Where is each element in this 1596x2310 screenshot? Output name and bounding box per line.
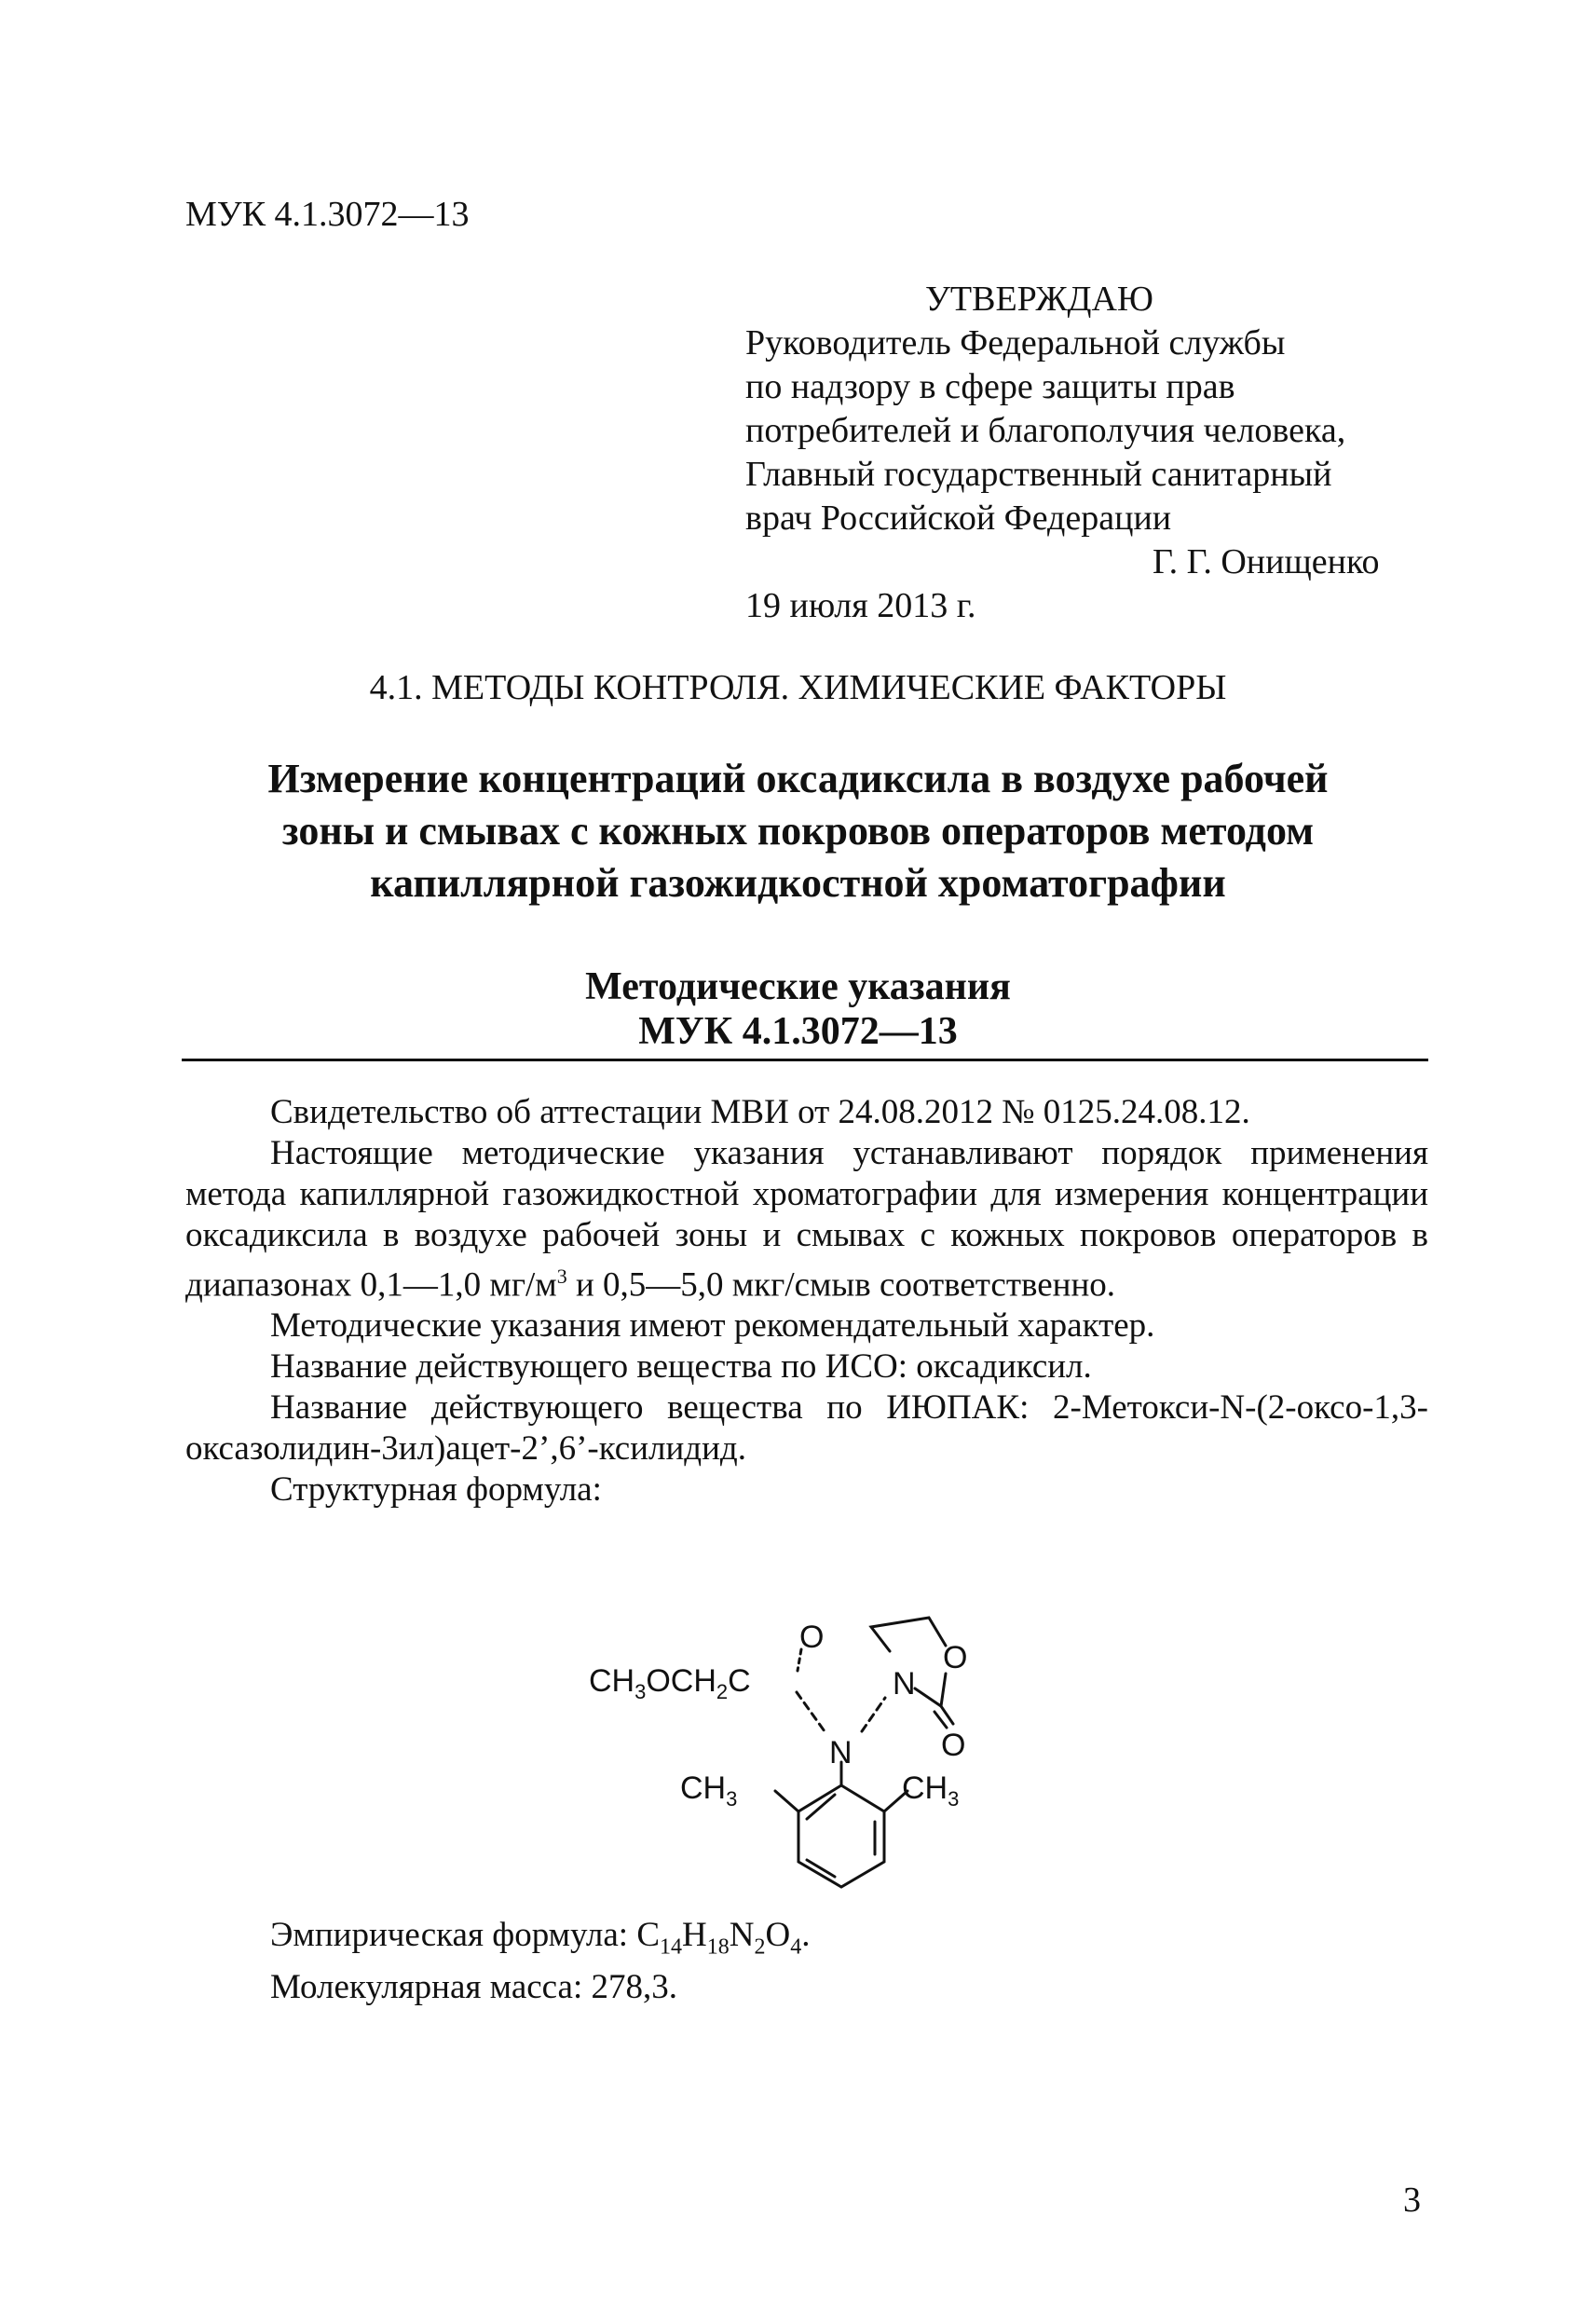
scope-paragraph [185, 1133, 1428, 1305]
document-subtitle [0, 964, 1596, 1054]
formula-subscript: 14 [660, 1934, 683, 1960]
title-line: капиллярной газожидкостной хроматографии [370, 860, 1226, 906]
methyl-right: $CH_3$ [902, 1770, 960, 1811]
page-number: 3 [1403, 2180, 1421, 2220]
approval-heading: УТВЕРЖДАЮ [925, 280, 1153, 319]
formula-subscript: 18 [706, 1934, 730, 1960]
document-code: МУК 4.1.3072—13 [185, 195, 470, 234]
approval-signatory: Г. Г. Онищенко [1153, 542, 1380, 581]
formula-info [270, 1915, 810, 2008]
structure-label: Структурная формула: [270, 1470, 602, 1510]
amide-nitrogen: N [829, 1735, 853, 1770]
subscript-3: 3 [634, 1680, 647, 1703]
cubic-superscript: 3 [556, 1264, 567, 1288]
subtitle-code: МУК 4.1.3072—13 [638, 1010, 958, 1053]
acyl-c: C [728, 1663, 751, 1699]
scope-text: Настоящие методические указания устанавливают порядок применения метода капиллярной газожидкостной хроматографии для измерения концентрации оксадиксила в воздухе рабочей зоны и смывах с кожных покровов операторов в диапазонах 0,1—1,0 мг/м [185, 1134, 1428, 1305]
advisory-paragraph: Методические указания имеют рекомендательный характер. [270, 1306, 1155, 1346]
methyl-right-subscript: 3 [948, 1787, 960, 1811]
ring-nitrogen: N [893, 1666, 916, 1702]
acyl-group: $CH_3OCH_2C$ [589, 1663, 751, 1703]
subtitle-line: Методические указания [585, 965, 1011, 1008]
empirical-value: $C_{14}H_{18}N_2O_4$ [636, 1916, 802, 1960]
approval-line: Руководитель Федеральной службы [745, 323, 1286, 362]
methyl-left: $CH_3$ [680, 1770, 738, 1811]
structural-formula [559, 1582, 1006, 1950]
approval-line: Главный государственный санитарный [745, 455, 1332, 494]
methyl-bonds [775, 1791, 907, 1811]
title-line: зоны и смывах с кожных покровов операторов методом [281, 808, 1315, 854]
empirical-label: Эмпирическая формула: [270, 1916, 637, 1954]
ring-carbonyl-oxygen: O [941, 1728, 966, 1763]
approval-line: по надзору в сфере защиты прав [745, 367, 1235, 406]
approval-block [745, 278, 1379, 628]
oxazolidine-ring-bonds [871, 1618, 946, 1651]
empirical-formula [270, 1915, 810, 1967]
document-title [0, 753, 1596, 909]
formula-subscript: 4 [790, 1934, 802, 1960]
acyl-n-bond [797, 1692, 825, 1731]
oxazolidine-n-co-bonds [915, 1674, 946, 1706]
approval-line: врач Российской Федерации [745, 499, 1172, 538]
ring-carbonyl-bond [934, 1706, 953, 1728]
title-divider [182, 1059, 1428, 1061]
benzene-inner-bonds [807, 1795, 875, 1877]
subscript-2: 2 [716, 1680, 729, 1703]
iso-name-paragraph: Название действующего вещества по ИСО: оксадиксил. [270, 1347, 1092, 1387]
carbonyl-oxygen: O [799, 1620, 825, 1655]
approval-line: потребителей и благополучия человека, [745, 411, 1346, 450]
title-line: Измерение концентраций оксадиксила в воздухе рабочей [267, 756, 1329, 801]
molar-mass: Молекулярная масса: 278,3. [270, 1968, 678, 2007]
formula-subscript: 2 [754, 1934, 766, 1960]
empirical-suffix: . [801, 1916, 811, 1954]
scope-text-end: и 0,5—5,0 мкг/смыв соответственно. [566, 1265, 1116, 1305]
ring-oxygen: O [943, 1640, 968, 1675]
certificate-paragraph: Свидетельство об аттестации МВИ от 24.08.2012 № 0125.24.08.12. [270, 1093, 1250, 1131]
acyl-mid: OCH [646, 1663, 716, 1699]
n-n-bond [862, 1698, 885, 1731]
document-body [185, 1092, 1428, 1510]
iupac-name-paragraph: Название действующего вещества по ИЮПАК: 2-Метокси-N-(2-оксо-1,3-оксазолидин-3ил)ацет-2’,6’-ксилидид. [185, 1388, 1428, 1469]
section-heading: 4.1. МЕТОДЫ КОНТРОЛЯ. ХИМИЧЕСКИЕ ФАКТОРЫ [369, 668, 1227, 707]
methyl-left-subscript: 3 [726, 1787, 738, 1811]
benzene-ring [798, 1785, 884, 1887]
approval-date: 19 июля 2013 г. [745, 586, 976, 625]
